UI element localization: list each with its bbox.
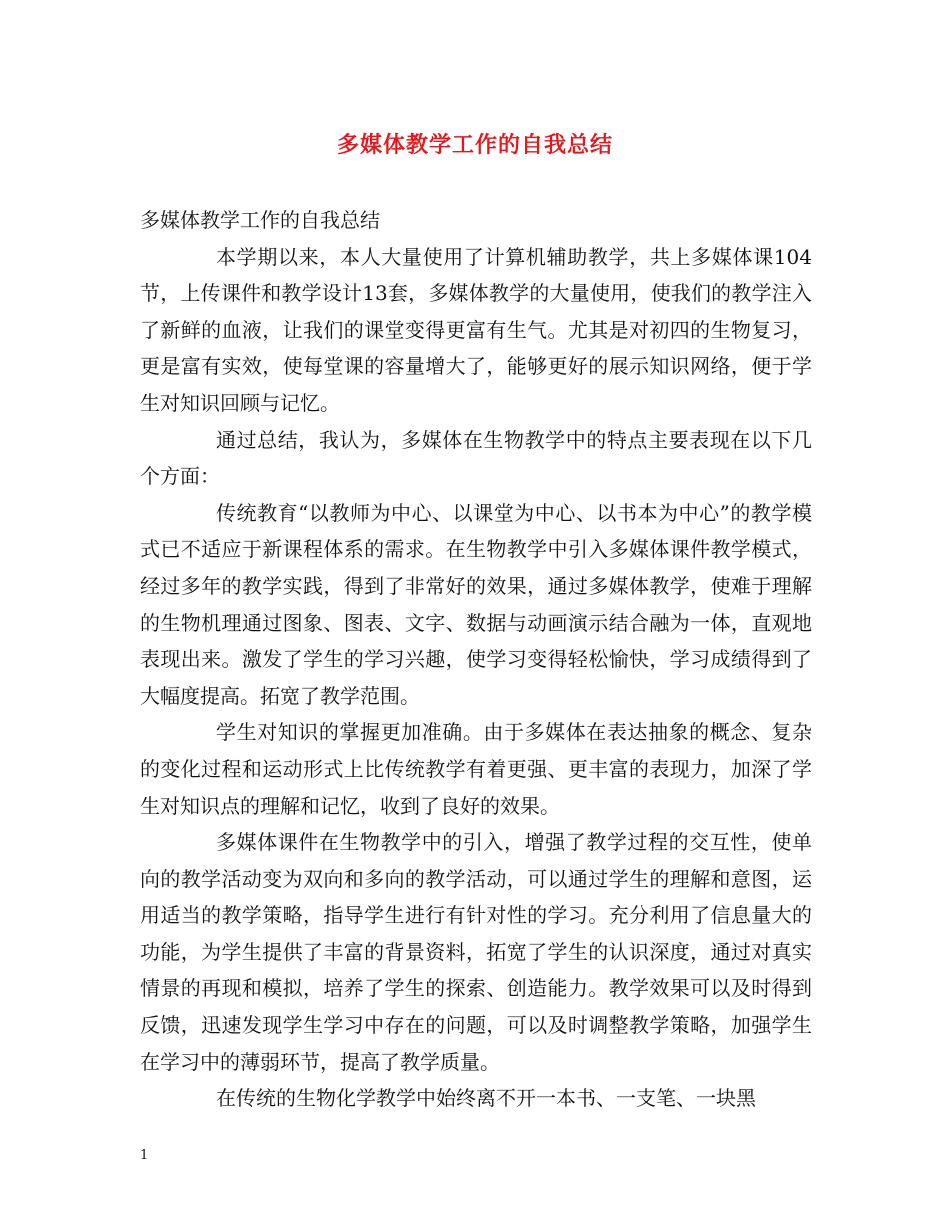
paragraph: 本学期以来，本人大量使用了计算机辅助教学，共上多媒体课104节，上传课件和教学设计13套，多媒体教学的大量使用，使我们的教学注入了新鲜的血液，让我们的课堂变得更富有生气。尤其是对初四的生物复习，更是富有实效，使每堂课的容量增大了，能够更好的展示知识网络，便于学生对知识回顾与记忆。 — [140, 244, 812, 415]
paragraph: 传统教育“以教师为中心、以课堂为中心、以书本为中心”的教学模式已不适应于新课程体系的需求。在生物教学中引入多媒体课件教学模式，经过多年的教学实践，得到了非常好的效果，通过多媒体教学，使难于理解的生物机理通过图象、图表、文字、数据与动画演示结合融为一体，直观地表现出来。激发了学生的学习兴趣，使学习变得轻松愉快，学习成绩得到了大幅度提高。拓宽了教学范围。 — [140, 500, 812, 708]
document-title: 多媒体教学工作的自我总结 — [336, 132, 613, 158]
page-number: 1 — [140, 1148, 149, 1163]
paragraph: 学生对知识的掌握更加准确。由于多媒体在表达抽象的概念、复杂的变化过程和运动形式上比传统教学有着更强、更丰富的表现力，加深了学生对知识点的理解和记忆，收到了良好的效果。 — [140, 720, 812, 818]
paragraph: 多媒体课件在生物教学中的引入，增强了教学过程的交互性，使单向的教学活动变为双向和多向的教学活动，可以通过学生的理解和意图，运用适当的教学策略，指导学生进行有针对性的学习。充分利用了信息量大的功能，为学生提供了丰富的背景资料，拓宽了学生的认识深度，通过对真实情景的再现和模拟，培养了学生的探索、创造能力。教学效果可以及时得到反馈，迅速发现学生学习中存在的问题，可以及时调整教学策略，加强学生在学习中的薄弱环节，提高了教学质量。 — [140, 830, 812, 1074]
paragraph: 在传统的生物化学教学中始终离不开一本书、一支笔、一块黑 — [216, 1086, 756, 1111]
document-subtitle: 多媒体教学工作的自我总结 — [140, 208, 380, 232]
document-body — [140, 202, 812, 1117]
paragraph: 通过总结，我认为，多媒体在生物教学中的特点主要表现在以下几个方面： — [140, 427, 812, 489]
